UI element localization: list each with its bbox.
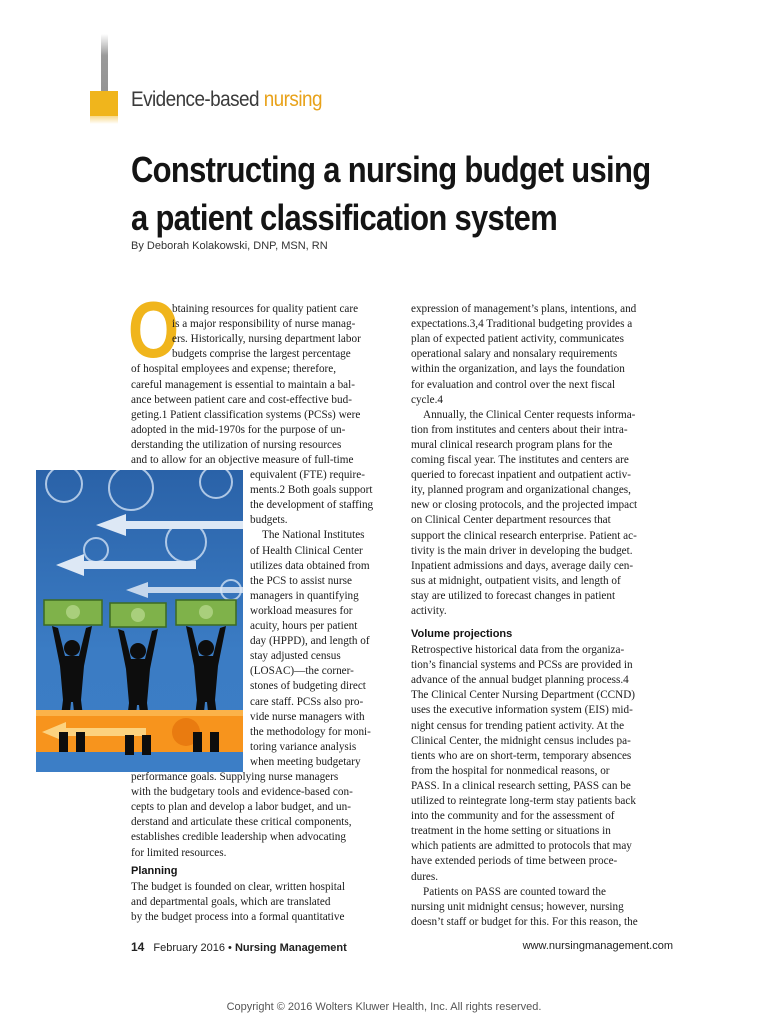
- text-line: ments.2 Both goals support: [250, 484, 373, 497]
- text-line: PASS. In a clinical research setting, PASS can be: [411, 779, 631, 792]
- text-line: for evaluation and control over the next fiscal: [411, 378, 616, 391]
- text-line: sus at midnight, outpatient visits, and length of: [411, 574, 621, 587]
- text-line: btaining resources for quality patient care: [172, 303, 359, 315]
- text-line: with the budgetary tools and evidence-based con-: [131, 786, 353, 799]
- article-title-line-1: Constructing a nursing budget using: [131, 149, 651, 190]
- text-line: and departmental goals, which are translated: [131, 896, 331, 909]
- text-line: The budget is founded on clear, written hospital: [131, 881, 345, 893]
- text-line: doesn’t staff or budget for this. For this reason, the: [411, 915, 638, 928]
- text-line: Retrospective historical data from the organiza-: [411, 644, 625, 656]
- text-line: new or closing protocols, and the projected impact: [411, 499, 638, 512]
- heading-volume-projections: Volume projections: [411, 628, 513, 640]
- text-line: have extended periods of time between proce-: [411, 855, 618, 868]
- text-line: derstand and articulate these critical components,: [131, 816, 352, 829]
- text-line: operational salary and nonsalary requirements: [411, 348, 618, 361]
- page-number: 14: [131, 940, 145, 954]
- text-line: establishes credible leadership when advocating: [131, 831, 346, 844]
- article-title: [131, 146, 664, 242]
- text-line: day (HPPD), and length of: [250, 635, 370, 648]
- copyright-notice: Copyright © 2016 Wolters Kluwer Health, Inc. All rights reserved.: [226, 1001, 542, 1013]
- text-line: for limited resources.: [131, 846, 227, 859]
- text-line: stay adjusted census: [250, 650, 341, 663]
- text-line: stones of budgeting direct: [250, 680, 366, 693]
- text-line: (LOSAC)—the corner-: [250, 665, 354, 678]
- text-line: uses the executive information system (EIS) mid-: [411, 704, 633, 717]
- text-line: acuity, hours per patient: [250, 620, 358, 632]
- text-line: performance goals. Supplying nurse managers: [131, 771, 339, 783]
- text-line: derstanding the utilization of nursing resources: [131, 438, 342, 451]
- byline: By Deborah Kolakowski, DNP, MSN, RN: [131, 240, 328, 252]
- text-line: equivalent (FTE) require-: [250, 469, 365, 481]
- text-line: of Health Clinical Center: [250, 544, 363, 557]
- text-line: within the organization, and lays the foundation: [411, 363, 625, 376]
- text-line: coming fiscal year. The institutes and centers are: [411, 454, 629, 466]
- text-line: tients who are on short-term, temporary absences: [411, 749, 632, 762]
- text-line: treatment in the home setting or situations in: [411, 825, 611, 838]
- page-footer-left: [131, 940, 347, 954]
- issue-date: February 2016: [153, 942, 225, 954]
- text-line: tion from institutes and centers about their intra-: [411, 423, 628, 436]
- magazine-name: Nursing Management: [234, 942, 347, 954]
- text-line: by the budget process into a formal quantitative: [131, 911, 345, 924]
- text-line: advance of the annual budget planning process.4: [411, 674, 629, 687]
- text-line: toring variance analysis: [250, 740, 357, 753]
- text-line: Inpatient admissions and days, average daily cen-: [411, 559, 634, 572]
- text-line: queried to forecast inpatient and outpatient activ-: [411, 469, 631, 482]
- text-line: Patients on PASS are counted toward the: [423, 885, 606, 898]
- text-line: The Clinical Center Nursing Department (CCND): [411, 689, 636, 702]
- text-line: of hospital employees and expense; therefore,: [131, 363, 337, 376]
- text-line: workload measures for: [250, 604, 353, 617]
- text-line: the methodology for moni-: [250, 725, 371, 738]
- text-line: which patients are admitted to protocols that may: [411, 840, 632, 853]
- article-illustration: [36, 470, 243, 772]
- text-line: expectations.3,4 Traditional budgeting provides a: [411, 318, 633, 331]
- text-line: activity.: [411, 605, 447, 617]
- text-line: tion’s financial systems and PCSs are provided in: [411, 659, 633, 672]
- text-line: care staff. PCSs also pro-: [250, 695, 364, 708]
- text-line: into the community and for the assessment of: [411, 810, 615, 823]
- text-line: utilized to reintegrate long-term stay patients back: [411, 795, 636, 807]
- text-line: dures.: [411, 870, 439, 883]
- text-line: budgets.: [250, 514, 288, 527]
- text-line: mural clinical research program plans for the: [411, 438, 613, 451]
- text-line: vide nurse managers with: [250, 710, 365, 723]
- text-line: and to allow for an objective measure of full-time: [131, 454, 354, 466]
- text-line: Clinical Center, the midnight census includes pa-: [411, 734, 631, 747]
- text-line: from the hospital for nonmedical reasons, or: [411, 764, 610, 777]
- text-line: nursing unit midnight census; however, nursing: [411, 900, 624, 913]
- text-line: ance between patient care and cost-effective bud-: [131, 393, 352, 406]
- footer-bullet: •: [228, 942, 232, 954]
- drop-cap: O: [128, 285, 180, 374]
- header-accent-square: [90, 91, 118, 116]
- text-line: the development of staffing: [250, 499, 374, 512]
- text-line: on Clinical Center department resources that: [411, 514, 611, 527]
- text-line: The National Institutes: [262, 529, 365, 542]
- text-line: careful management is essential to maintain a bal-: [131, 378, 355, 391]
- text-line: ity, planned program and organizational changes,: [411, 484, 631, 497]
- text-line: budgets comprise the largest percentage: [172, 348, 351, 361]
- text-line: night census for trending patient activity. At the: [411, 719, 625, 732]
- text-line: geting.1 Patient classification systems (PCSs) were: [131, 408, 361, 421]
- section-label-prefix: Evidence-based: [131, 88, 259, 111]
- text-line: ers. Historically, nursing department labor: [172, 333, 361, 346]
- text-line: support the clinical research enterprise. Patient ac-: [411, 529, 637, 542]
- text-line: tivity is the main driver in developing the budget.: [411, 544, 633, 557]
- header-accent-fade: [90, 116, 118, 124]
- text-line: cycle.4: [411, 393, 443, 406]
- text-line: plan of expected patient activity, communicates: [411, 333, 624, 346]
- heading-planning: Planning: [131, 865, 178, 877]
- text-line: managers in quantifying: [250, 589, 359, 602]
- text-line: utilizes data obtained from: [250, 559, 370, 572]
- website-url: www.nursingmanagement.com: [522, 940, 673, 952]
- illustration-graphic: [36, 470, 243, 772]
- text-line: expression of management’s plans, intentions, and: [411, 303, 637, 315]
- text-line: when meeting budgetary: [250, 755, 361, 768]
- section-label: [131, 88, 322, 112]
- text-line: Annually, the Clinical Center requests informa-: [423, 408, 636, 421]
- text-line: stay are utilized to forecast changes in patient: [411, 589, 616, 602]
- section-label-accent: nursing: [263, 88, 322, 111]
- text-line: cepts to plan and develop a labor budget, and un-: [131, 801, 351, 814]
- text-line: is a major responsibility of nurse manag-: [172, 318, 356, 331]
- article-title-line-2: a patient classification system: [131, 197, 558, 238]
- text-line: adopted in the mid-1970s for the purpose of un-: [131, 423, 346, 436]
- text-line: the PCS to assist nurse: [250, 574, 352, 587]
